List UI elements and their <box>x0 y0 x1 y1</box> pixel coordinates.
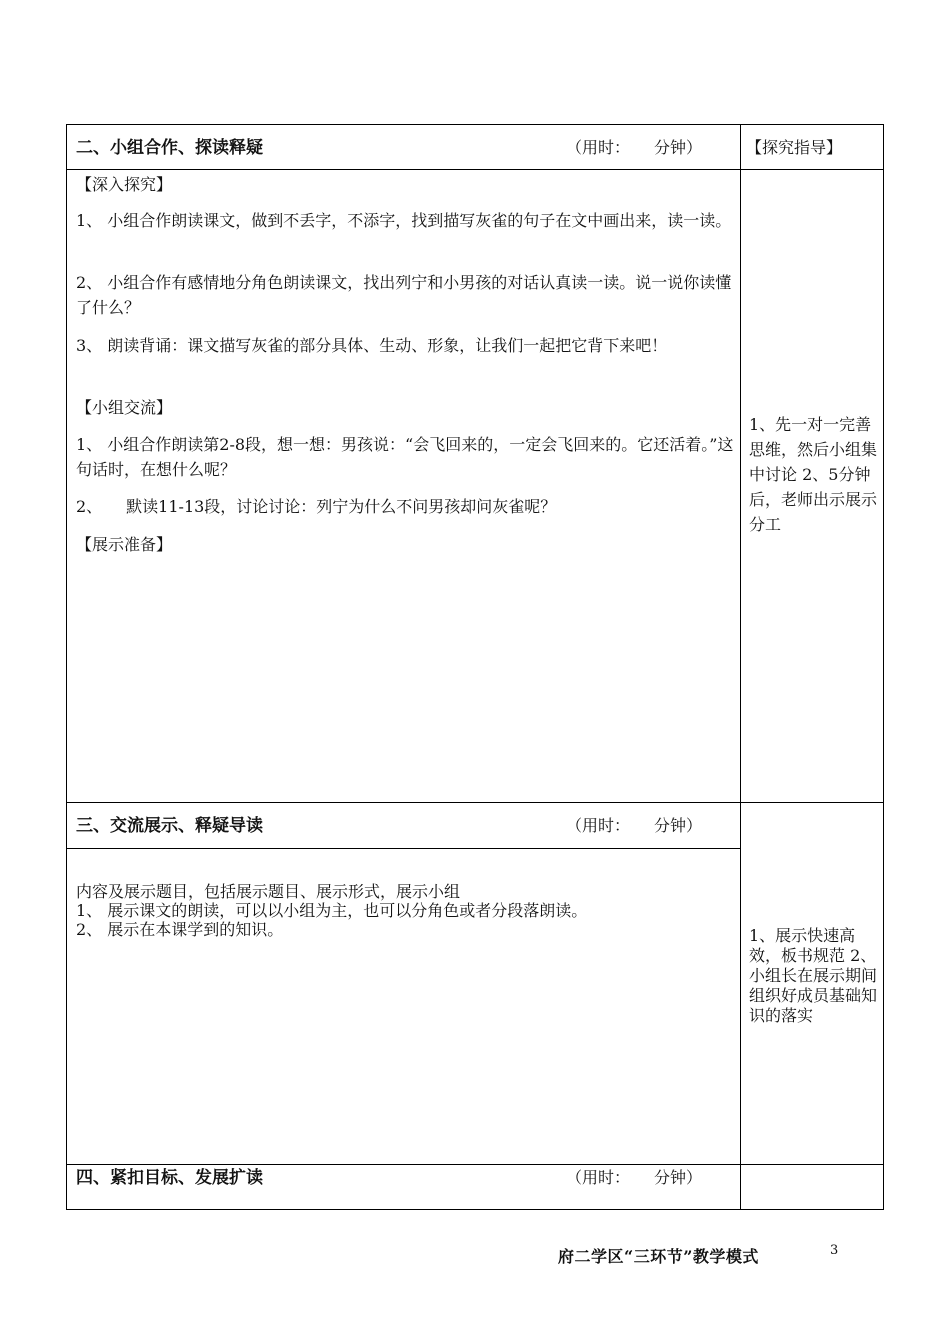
show-prep-header: 【展示准备】 <box>76 535 173 554</box>
deep-item-2: 2、 小组合作有感情地分角色朗读课文，找出列宁和小男孩的对话认真读一读。说一说你读懂了什么？ <box>76 273 732 317</box>
group-item-2: 2、 默读11-13段，讨论讨论：列宁为什么不问男孩却问灰雀呢？ <box>76 497 557 516</box>
section3-line-2: 1、 展示课文的朗读，可以以小组为主，也可以分角色或者分段落朗读。 <box>76 901 588 920</box>
table-border-left <box>66 124 67 1210</box>
row-divider <box>66 169 884 170</box>
deep-explore-header: 【深入探究】 <box>76 175 173 194</box>
section3-line-3: 2、 展示在本课学到的知识。 <box>76 920 284 939</box>
section4-title: 四、紧扣目标、发展扩读 <box>76 1168 263 1188</box>
section2-title: 二、小组合作、探读释疑 <box>76 138 263 158</box>
section3-line-1: 内容及展示题目，包括展示题目、展示形式，展示小组 <box>76 882 461 901</box>
row-divider <box>66 802 884 803</box>
deep-item-3: 3、 朗读背诵：课文描写灰雀的部分具体、生动、形象，让我们一起把它背下来吧！ <box>76 336 668 355</box>
section2-time-label: （用时： 分钟） <box>566 138 703 157</box>
column-divider <box>740 124 741 1210</box>
page-number: 3 <box>830 1243 839 1258</box>
row-divider <box>66 1164 884 1165</box>
table-border-right <box>883 124 884 1210</box>
group-item-1: 1、 小组合作朗读第2-8段，想一想：男孩说：“会飞回来的，一定会飞回来的。它还活着。”这句话时，在想什么呢？ <box>76 435 734 479</box>
table-border-top <box>66 124 884 125</box>
section3-time-label: （用时： 分钟） <box>566 816 703 835</box>
table-border-bottom <box>66 1209 884 1210</box>
footer-text: 府二学区“三环节”教学模式 <box>558 1247 759 1266</box>
section4-time-label: （用时： 分钟） <box>566 1168 703 1187</box>
row-divider <box>66 848 740 849</box>
guide-header: 【探究指导】 <box>746 138 843 157</box>
group-exchange-header: 【小组交流】 <box>76 398 173 417</box>
deep-item-1: 1、 小组合作朗读课文，做到不丢字，不添字，找到描写灰雀的句子在文中画出来，读一读。 <box>76 211 732 230</box>
section2-guide-text: 1、先一对一完善思维，然后小组集中讨论 2、5分钟后，老师出示展示分工 <box>749 415 878 534</box>
section3-guide-text: 1、展示快速高效，板书规范 2、小组长在展示期间组织好成员基础知识的落实 <box>749 926 878 1025</box>
section3-title: 三、交流展示、释疑导读 <box>76 816 263 836</box>
